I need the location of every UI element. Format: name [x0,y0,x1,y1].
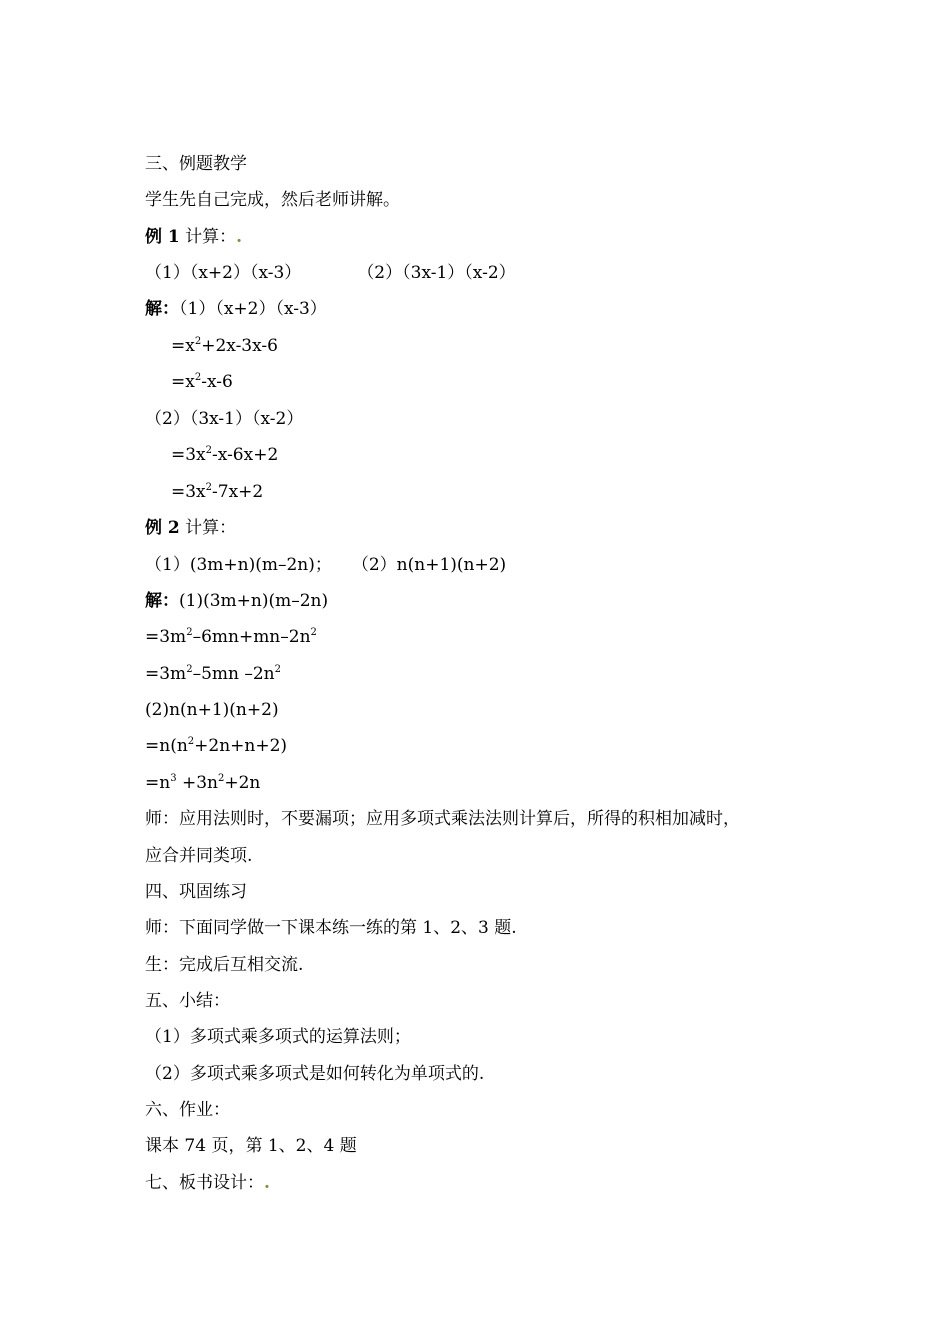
solution-1-step-2: $=x^2-x-6$ [171,372,233,392]
teacher-note-line-2: 应合并同类项. [145,846,253,866]
solution-1-part-2: （2）（3x-1）（x-2） [145,409,304,429]
example-2-title: 例 2 计算： [145,518,237,538]
example-2-problems: （1）(3m+n)(m–2n)； （2）n(n+1)(n+2) [145,555,507,575]
solution-2-step-2: $=3m^2-5mn$ $-2n^2$ [145,664,281,684]
example-label: 例 2 [145,518,180,538]
section-heading-practice: 四、巩固练习 [145,882,247,902]
summary-item-2: （2）多项式乘多项式是如何转化为单项式的. [145,1064,485,1084]
solution-label: 解： [145,299,179,319]
example-1-title: 例 1 计算：. [145,227,243,247]
solution-label: 解： [145,591,179,611]
homework-text: 课本 74 页，第 1、2、4 题 [145,1136,357,1156]
solution-1-step-3: $=3x^2-x-6x+2$ [171,445,279,465]
practice-student: 生：完成后互相交流. [145,955,304,975]
summary-item-1: （1）多项式乘多项式的运算法则； [145,1027,411,1047]
practice-teacher: 师：下面同学做一下课本练一练的第 1、2、3 题. [145,918,517,938]
example-1-problems: （1）（x+2）（x-3） （2）（3x-1）（x-2） [145,263,516,283]
solution-2-step-3: $=n(n^2+2n+n+2)$ [145,736,288,756]
teacher-note-line-1: 师：应用法则时，不要漏项；应用多项式乘法法则计算后，所得的积相加减时， [145,809,740,829]
solution-2-step-4: $=n^3 +3n^2+2n$ [145,773,261,793]
solution-2-title: 解：(1)(3m+n)(m–2n) [145,591,329,611]
solution-1-title: 解：（1）（x+2）（x-3） [145,299,327,319]
solution-1-step-1: $=x^2+2x-3x-6$ [171,336,278,356]
section-heading-summary: 五、小结： [145,991,230,1011]
section-heading-examples: 三、例题教学 [145,154,247,174]
mark-dot: . [264,1173,270,1193]
example-label: 例 1 [145,227,180,247]
solution-2-part-2: (2)n(n+1)(n+2) [145,700,279,720]
section-intro: 学生先自己完成，然后老师讲解。 [145,190,400,210]
solution-1-step-4: $=3x^2-7x+2$ [171,482,264,502]
section-heading-board-design: 七、板书设计：. [145,1173,270,1193]
solution-2-step-1: $=3m^2-6mn+mn-2n^2$ [145,627,317,647]
mark-dot: . [236,227,243,247]
section-heading-homework: 六、作业： [145,1100,230,1120]
